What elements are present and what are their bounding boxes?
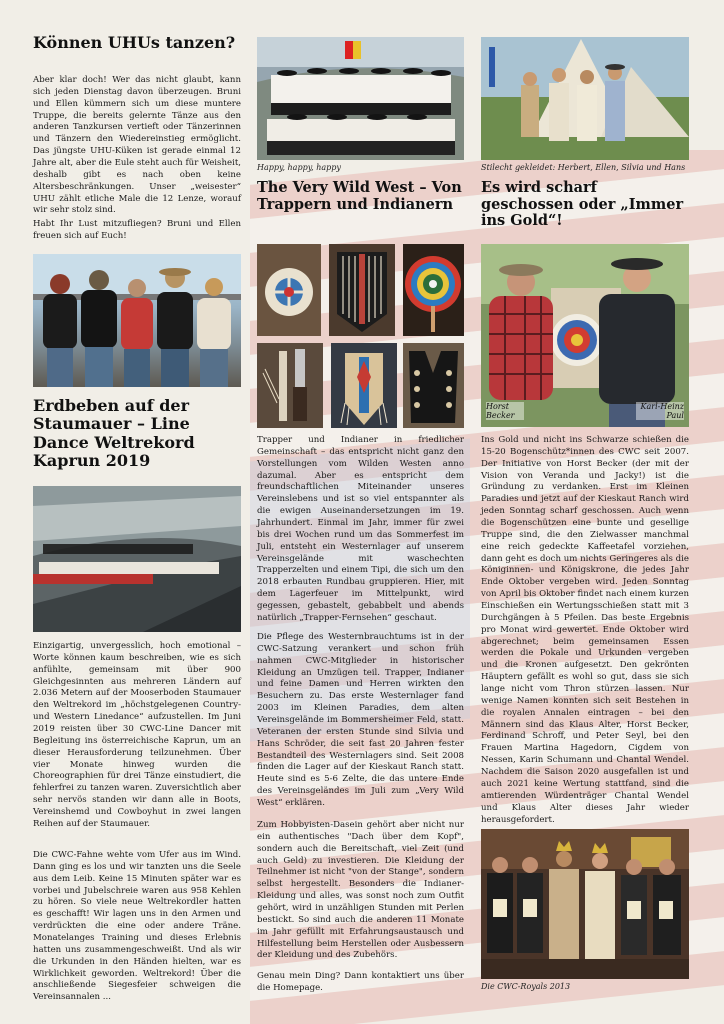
- archers-photo: [481, 244, 689, 427]
- wildwest-text3: Zum Hobbyisten-Dasein gehört aber nicht nur ein authentisches "Dach über dem Kopf", sondern auch die Bereitschaft, viel Zeit (und auch Geld) zu investieren. Die Kleidung der Teilnehmer ist nicht "von der Stange", sondern selbst hergestellt. Besonders die Indianer-Kleidung und alles, was sonst noch zum Outfit gehört, wird in unzähligen Stunden mit Perlen bestickt. So sind auch die anderen 11 Monate im Jahr gefüllt mit Erfahrungsaustausch und Hilfestellung beim Herstellen oder Ausbessern der Kleidung und des Zubehörs.: [257, 820, 464, 961]
- uhu-invite: Habt Ihr Lust mitzufliegen? Bruni und Ellen freuen sich auf Euch!: [33, 219, 241, 241]
- wildwest-title: The Very Wild West – Von Trappern und Indianern: [257, 179, 462, 213]
- royals-caption: Die CWC-Royals 2013: [481, 982, 571, 991]
- bogen-title: Es wird scharf geschossen oder „Immer ins Gold“!: [481, 179, 684, 230]
- staumauer-photo: [33, 486, 241, 632]
- uhu-title: Können UHUs tanzen?: [33, 33, 236, 52]
- craft-photo-4: [257, 343, 323, 428]
- wildwest-text1: Trapper und Indianer in friedlicher Gemeinschaft – das entspricht nicht ganz den Vorstellungen vom Wilden Westen anno dazumal. Aber es entspricht dem freundschaftlichen Miteinander unseres Vereinslebens und ist so viel entspannter als die ewigen Auseinandersetzungen im 19. Jahrhundert. Einmal im Jahr, immer für zwei bis drei Wochen rund um das Sommerfest im Juli, entsteht ein Westernlager auf unserem Vereinsgelände mit waschechten Trapperzelten und einem Tipi, die sich um den 2018 erbauten Rundbau gruppieren. Hier, mit dem Lagerfeuer im Mittelpunkt, wird gegessen, gebastelt, gebabbelt und abends natürlich „Trapper-Fernsehen“ geschaut.: [257, 435, 464, 623]
- craft-photo-2: [329, 244, 395, 336]
- costume-photo-caption: Stilecht gekleidet: Herbert, Ellen, Silvia und Hans: [481, 163, 686, 172]
- royals-photo: [481, 829, 689, 979]
- craft-photo-6: [403, 343, 464, 428]
- weltrekord-title: Erdbeben auf der Staumauer – Line Dance Weltrekord Kaprun 2019: [33, 396, 195, 471]
- bogen-text: Ins Gold und nicht ins Schwarze schießen die 15-20 Bogenschütz*innen des CWC seit 2007. Der Initiative von Horst Becker (der mit der Vision von Veranda und Jacky!) ist die Gründung zu verdanken. Erst im Kleinen Paradies und jetzt auf der Kieskaut Ranch wird jeden Sonntag scharf geschossen. Auch wenn die Bogenschützen eine bunte und gesellige Truppe sind, die den Zielwasser manchmal eine reich gedeckte Kaffeetafel vorziehen, dann geht es doch um nichts Geringeres als die Königinnen- und Königskrone, die jedes Jahr Ende Oktober vergeben wird. Jeden Sonntag von April bis Oktober findet nach einem kurzen Einschießen ein Wertungsschießen statt mit 3 Durchgängen à 5 Pfeilen. Das beste Ergebnis pro Monat wird gewertet. Ende Oktober wird abgerechnet; beim gemeinsamen Essen werden die Pokale und Urkunden vergeben und die Kronen aufgesetzt. Den gekrönten Häuptern gefällt es wohl so gut, dass sie sich lange nicht vom Thron stürzen lassen. Nur wenige Namen konnten sich seit Bestehen in die royalen Annalen eintragen – bei den Männern sind das Klaus Alter, Horst Becker, Ferdinand Schroff, und Peter Seyl, bei den Frauen Martina Hagedorn, Cigdem von Nessen, Karin Schumann und Chantal Wendel. Nachdem die Saison 2020 ausgefallen ist und auch 2021 keine Wertung stattfand, sind die amtierenden Würdenträger Chantal Wendel und Klaus Alter dieses Jahr wieder herausgefordert.: [481, 435, 689, 825]
- uhu-text: Aber klar doch! Wer das nicht glaubt, kann sich jeden Dienstag davon überzeugen. Bruni und Ellen kümmern sich um diese muntere Truppe, die bereits gelernte Tänze aus den anderen Tanzkursen vertieft oder Tänzerinnen und Tänzern den Wiedereinstieg ermöglicht. Das jüngste UHU-Küken ist gerade einmal 12 Jahre alt, aber die Eule steht auch für Weisheit, deshalb gibt es nach oben keine Altersbeschränkungen. Unser „weisester“ UHU zählt etliche Male die 12 Lenze, worauf wir sehr stolz sind.: [33, 75, 241, 216]
- craft-photo-1: [257, 244, 321, 336]
- karlheinz-label: Karl-Heinz Paul: [636, 402, 684, 420]
- craft-photo-3: [403, 244, 464, 336]
- wildwest-text2: Die Pflege des Westernbrauchtums ist in der CWC-Satzung verankert und schon früh nahmen CWC-Mitglieder in historischer Kleidung an Umzügen teil. Trapper, Indianer und feine Damen und Herren wirkten den Besuchern zu. Das erste Westernlager fand 2003 im Kleinen Paradies, dem alten Vereinsgelände im Bommersheimer Feld, statt. Veteranen der ersten Stunde sind Silvia und Hans Schröder, die seit fast 20 Jahren fester Bestandteil des Westernlagers sind. Seit 2008 finden die Lager auf der Kieskaut Ranch statt. Heute sind es 5-6 Zelte, die das untere Ende des Vereinsgeländes im Juli zum „Very Wild West“ erklären.: [257, 632, 464, 809]
- group-photo: [257, 37, 464, 160]
- uhu-dancers-photo: [33, 254, 241, 387]
- weltrekord-text2: Die CWC-Fahne wehte vom Ufer aus im Wind. Dann ging es los und wir tanzten uns die Seele aus dem Leib. Keine 15 Minuten später war es vorbei und Jubelschreie waren aus 958 Kehlen zu hören. So viele neue Weltrekordler hatten es geschafft! Wir lagen uns in den Armen und verdrückten die eine oder andere Träne. Monatelanges Training und dieses Erlebnis hatten uns zusammengeschweißt. Und als wir die Urkunden in den Händen hielten, war es Wirklichkeit geworden. Weltrekord! Über die anschließende Siegesfeier schweigen die Vereinsannalen ...: [33, 850, 241, 1003]
- craft-photo-5: [331, 343, 397, 428]
- costume-photo: [481, 37, 689, 160]
- group-photo-caption: Happy, happy, happy: [257, 163, 341, 172]
- wildwest-contact: Genau mein Ding? Dann kontaktiert uns über die Homepage.: [257, 971, 464, 993]
- weltrekord-text1: Einzigartig, unvergesslich, hoch emotional – Worte können kaum beschreiben, wie es sich anfühlte, gemeinsam mit über 900 Gleichgesinnten aus mehreren Ländern auf 2.036 Metern auf der Mooserboden Staumauer den Weltrekord im „höchstgelegenen Country- und Western Linedance“ aufzustellen. Im Juni 2019 reisten über 30 CWC-Line Dancer mit Begleitung ins österreichische Kaprun, um an dieser Herausforderung teilzunehmen. Über vier Monate hinweg wurden die Choreographien für drei Tänze einstudiert, die fehlerfrei zu tanzen waren. Zuversichtlich aber sehr nervös standen wir dann alle in Boots, Vereinshemd und Cowboyhut in zwei langen Reihen auf der Staumauer.: [33, 641, 241, 829]
- horst-label: Horst Becker: [486, 402, 524, 420]
